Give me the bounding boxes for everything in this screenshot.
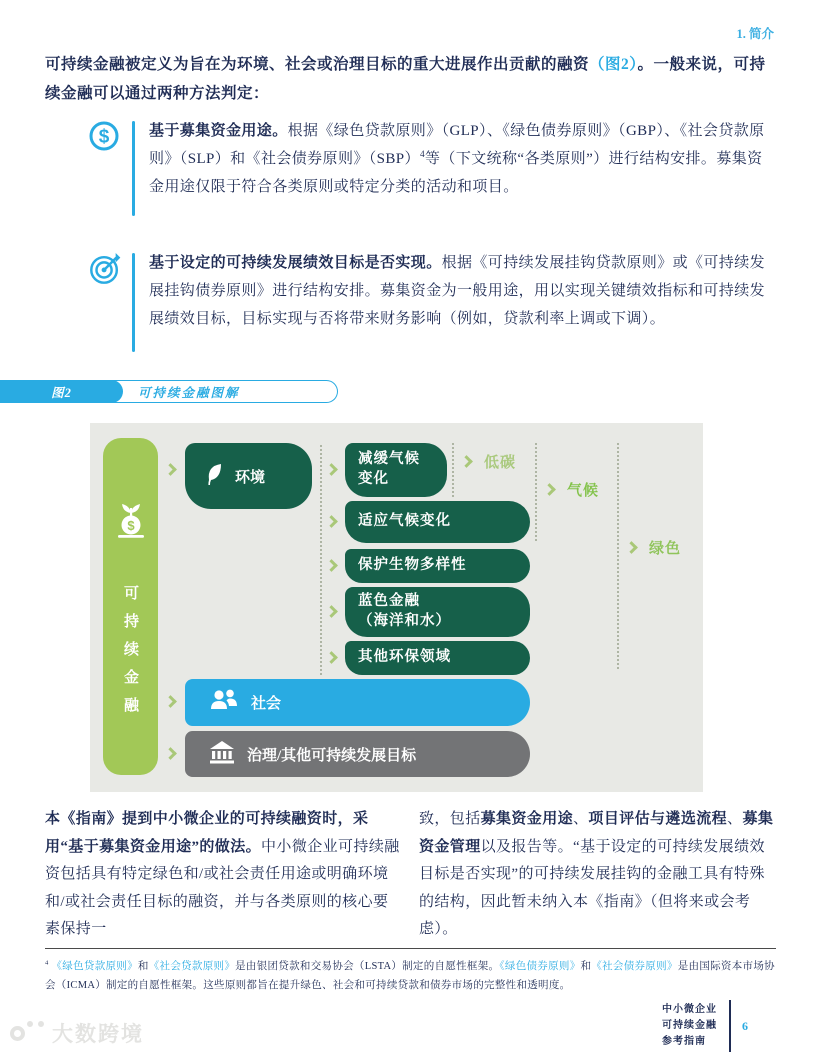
node-blue-finance	[345, 587, 530, 637]
footer-title-line: 中小微企业	[662, 1004, 717, 1015]
sustainable-finance-diagram	[90, 423, 703, 792]
group-label-low-carbon: 低碳	[484, 455, 517, 471]
chevron-right-icon	[164, 695, 177, 708]
chevron-right-icon	[325, 605, 338, 618]
body-column-left: 本《指南》提到中小微企业的可持续融资时，采用“基于募集资金用途”的做法。中小微企业可持续融资包括具有特定绿色和/或社会责任用途或明确环境和/或社会责任目标的融资，并与各类原则的核心要素保持一	[45, 811, 400, 938]
root-node-sustainable-finance	[103, 438, 158, 775]
footer-divider	[729, 1000, 731, 1052]
section-label: 1. 简介	[736, 27, 774, 41]
root-node-label: 可持续金融	[122, 585, 138, 725]
chevron-right-icon	[325, 463, 338, 476]
footer-title-line: 参考指南	[662, 1036, 706, 1047]
node-label: 其他环保领域	[358, 649, 451, 666]
node-governance	[185, 731, 530, 777]
dotted-connector	[535, 443, 537, 541]
chevron-right-icon	[164, 747, 177, 760]
node-other-environmental	[345, 641, 530, 675]
node-climate-mitigation	[345, 443, 447, 497]
chevron-right-icon	[325, 651, 338, 664]
node-label: 社会	[251, 696, 282, 712]
bullet-rule	[132, 121, 135, 216]
node-label: 蓝色金融 （海洋和水）	[358, 593, 451, 629]
bank-icon	[209, 740, 235, 769]
node-climate-adaptation	[345, 501, 530, 543]
intro-paragraph: 可持续金融被定义为旨在为环境、社会或治理目标的重大进展作出贡献的融资（图2）。一般来说，可持续金融可以通过两种方法判定：	[45, 56, 766, 103]
node-label: 环境	[235, 469, 266, 486]
dotted-connector	[320, 445, 322, 675]
group-label-climate: 气候	[567, 483, 600, 499]
footnote: $^4$ 《绿色贷款原则》和《社会贷款原则》是由银团贷款和交易协会（LSTA）制定的自愿性框架。《绿色债券原则》和《社会债券原则》是由国际资本市场协会（ICMA）制定的自愿性框架。这些原则都旨在提升绿色、社会和可持续贷款和债券市场的完整性和透明度。	[45, 959, 775, 992]
chevron-right-icon	[325, 559, 338, 572]
chevron-right-icon	[325, 515, 338, 528]
leaf-icon	[205, 462, 225, 491]
figure-label	[0, 380, 345, 403]
node-biodiversity	[345, 549, 530, 583]
watermark-text: 大数跨境	[52, 1023, 144, 1046]
dollar-circle-icon	[88, 120, 122, 157]
chevron-right-icon	[164, 463, 177, 476]
bullet-spt-target	[88, 250, 767, 352]
page-number: 6	[742, 1018, 748, 1033]
svg-text:$: $	[126, 518, 135, 533]
svg-text:$: $	[98, 126, 110, 148]
watermark-logo-icon	[10, 1018, 46, 1048]
dotted-connector	[452, 443, 454, 497]
target-icon	[88, 252, 122, 291]
dotted-connector	[617, 443, 619, 669]
footnote-divider	[45, 948, 776, 949]
figure-tag: 图2	[0, 380, 123, 403]
bullet-rule	[132, 253, 135, 352]
chevron-right-icon	[543, 483, 556, 496]
node-label: 适应气候变化	[358, 513, 451, 530]
page-footer	[662, 1000, 748, 1052]
money-plant-icon	[110, 498, 152, 547]
people-icon	[209, 689, 239, 716]
watermark	[10, 1018, 144, 1048]
node-label: 治理/其他可持续发展目标	[247, 747, 417, 764]
node-label: 保护生物多样性	[358, 557, 467, 574]
node-environment	[185, 443, 312, 509]
body-column-right: 致，包括募集资金用途、项目评估与遴选流程、募集资金管理以及报告等。“基于设定的可持续发展绩效目标是否实现”的可持续发展挂钩的金融工具有特殊的结构，因此暂未纳入本《指南》（但将来或会考虑）。	[419, 811, 774, 938]
node-label: 减缓气候 变化	[358, 451, 420, 487]
bullet-text: 基于募集资金用途。根据《绿色贷款原则》（GLP）、《绿色债券原则》（GBP）、《社会贷款原则》（SLP）和《社会债券原则》（SBP）$^4$等（下文统称“各类原则”）进行结构安排。募集资金用途仅限于符合各类原则或特定分类的活动和项目。	[149, 123, 765, 195]
bullet-text: 基于设定的可持续发展绩效目标是否实现。根据《可持续发展挂钩贷款原则》或《可持续发展挂钩债券原则》进行结构安排。募集资金为一般用途，用以实现关键绩效指标和可持续发展绩效目标，目标实现与否将带来财务影响（例如，贷款利率上调或下调）。	[149, 255, 766, 327]
chevron-right-icon	[460, 455, 473, 468]
node-social	[185, 679, 530, 726]
footer-doc-title	[662, 1002, 717, 1050]
bullet-use-of-proceeds	[88, 118, 767, 216]
group-label-green: 绿色	[649, 541, 682, 557]
footer-title-line: 可持续金融	[662, 1020, 717, 1031]
chevron-right-icon	[625, 541, 638, 554]
figure-title: 可持续金融图解	[138, 385, 240, 400]
